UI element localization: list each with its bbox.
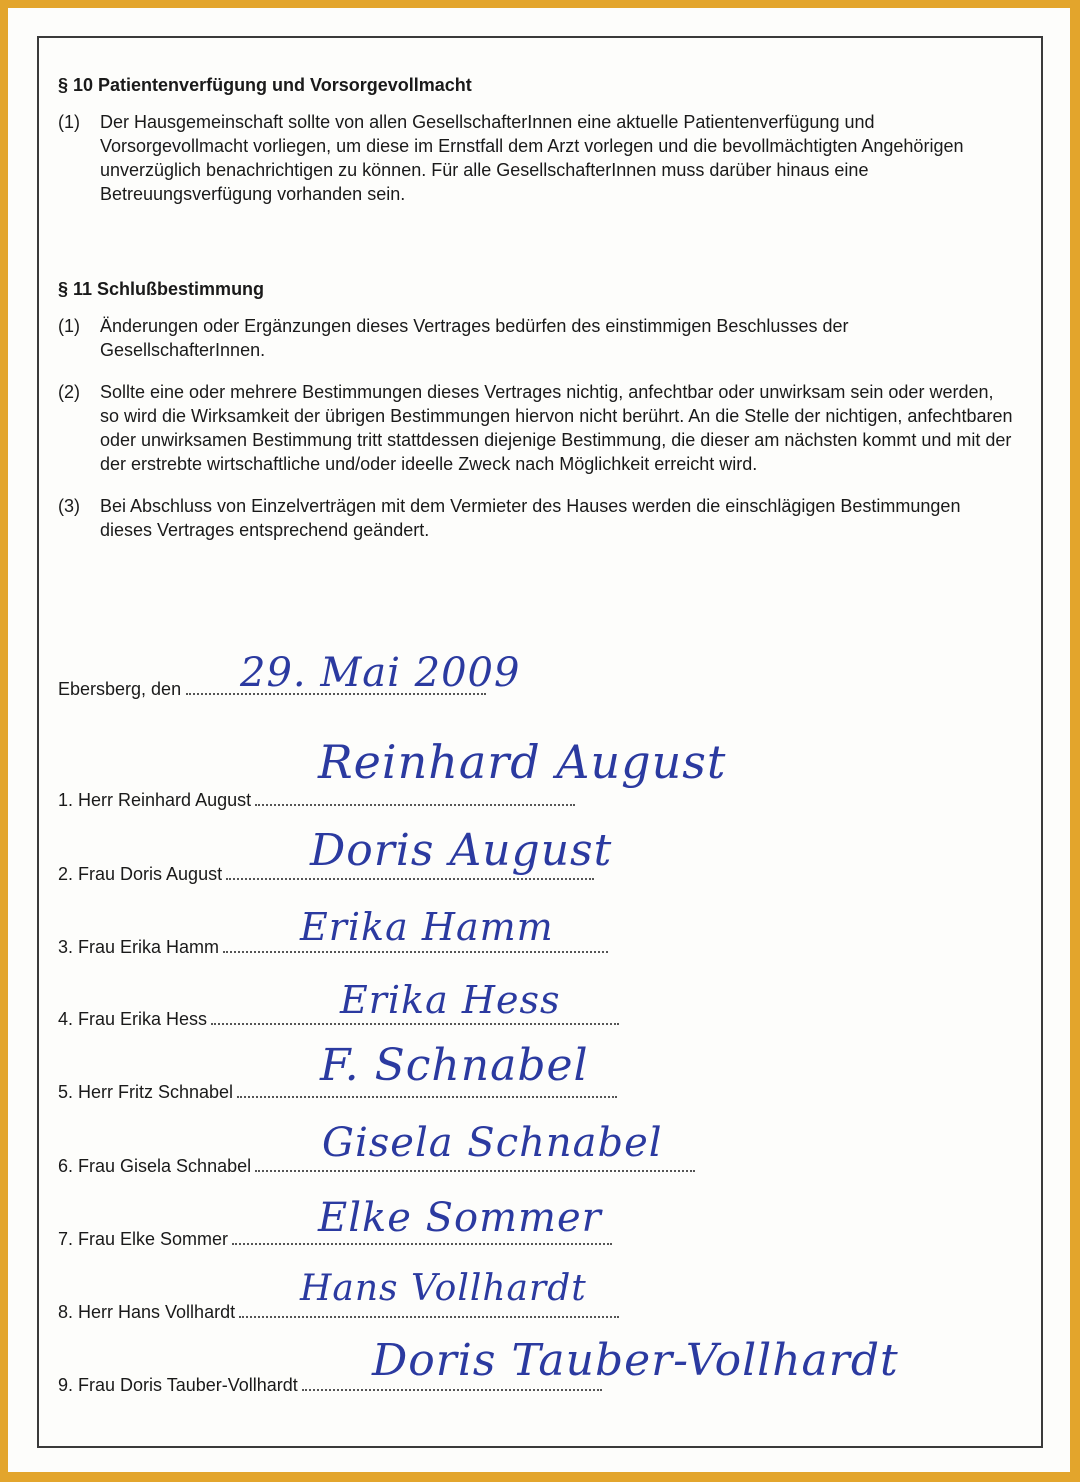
signatory-label: 6. Frau Gisela Schnabel (58, 1156, 252, 1176)
signature-8: Hans Vollhardt (300, 1268, 587, 1309)
signatory-label: 1. Herr Reinhard August (58, 790, 252, 810)
section-11-heading: § 11 Schlußbestimmung (58, 279, 265, 299)
paragraph-number: (1) (58, 112, 80, 132)
place-label: Ebersberg, den (58, 679, 182, 699)
paragraph-text: Sollte eine oder mehrere Bestimmungen dieses Vertrages nichtig, anfechtbar oder unwirksam sein oder werden, so wird die Wirksamkeit der übrigen Bestimmungen hiervon nicht berührt. An die Stelle der nichtigen, anfechtbaren oder unwirksamen Bestimmung tritt stattdessen diejenige Bestimmung, die dieser am nächsten kommt und mit der der erstrebte wirtschaftliche und/oder ideelle Zweck nach Möglichkeit erreicht wird. (100, 382, 1013, 474)
signatory-row-1 (58, 786, 575, 811)
paragraph-text: Bei Abschluss von Einzelverträgen mit dem Vermieter des Hauses werden die einschlägigen Bestimmungen dieses Vertrages entsprechend geändert. (100, 496, 961, 540)
signature-7: Elke Sommer (318, 1195, 602, 1241)
section-11-paragraph-2 (58, 380, 1013, 476)
section-11-paragraph-1 (58, 314, 1013, 362)
document-body (58, 74, 1013, 560)
signatory-label: 7. Frau Elke Sommer (58, 1229, 229, 1249)
section-11-paragraph-3 (58, 494, 1013, 542)
signature-5: F. Schnabel (320, 1040, 589, 1091)
signature-6: Gisela Schnabel (322, 1120, 663, 1166)
signatory-label: 9. Frau Doris Tauber-Vollhardt (58, 1375, 298, 1395)
paragraph-number: (2) (58, 382, 80, 402)
paragraph-text: Der Hausgemeinschaft sollte von allen GesellschafterInnen eine aktuelle Patientenverfügung und Vorsorgevollmacht vorliegen, um diese im Ernstfall dem Arzt vorlegen und die bevollmächtigten Angehörigen unverzüglich benachrichtigen zu können. Für alle GesellschafterInnen muss darüber hinaus eine Betreuungsverfügung vorhanden sein. (100, 112, 964, 204)
section-10-paragraph-1 (58, 110, 1013, 206)
signatory-label: 3. Frau Erika Hamm (58, 937, 220, 957)
signature-line (255, 786, 575, 806)
signature-9: Doris Tauber-Vollhardt (372, 1335, 899, 1386)
signatory-label: 8. Herr Hans Vollhardt (58, 1302, 236, 1322)
paragraph-text: Änderungen oder Ergänzungen dieses Vertrages bedürfen des einstimmigen Beschlusses der GesellschafterInnen. (100, 316, 849, 360)
signatory-label: 5. Herr Fritz Schnabel (58, 1082, 234, 1102)
signature-2: Doris August (310, 825, 613, 876)
signatory-label: 4. Frau Erika Hess (58, 1009, 208, 1029)
handwritten-date: 29. Mai 2009 (240, 650, 521, 696)
signature-3: Erika Hamm (300, 905, 554, 949)
section-10-heading: § 10 Patientenverfügung und Vorsorgevollmacht (58, 75, 472, 95)
paragraph-number: (3) (58, 496, 80, 516)
paragraph-number: (1) (58, 316, 80, 336)
signatory-label: 2. Frau Doris August (58, 864, 223, 884)
signature-4: Erika Hess (340, 978, 561, 1022)
signature-1: Reinhard August (318, 735, 727, 789)
